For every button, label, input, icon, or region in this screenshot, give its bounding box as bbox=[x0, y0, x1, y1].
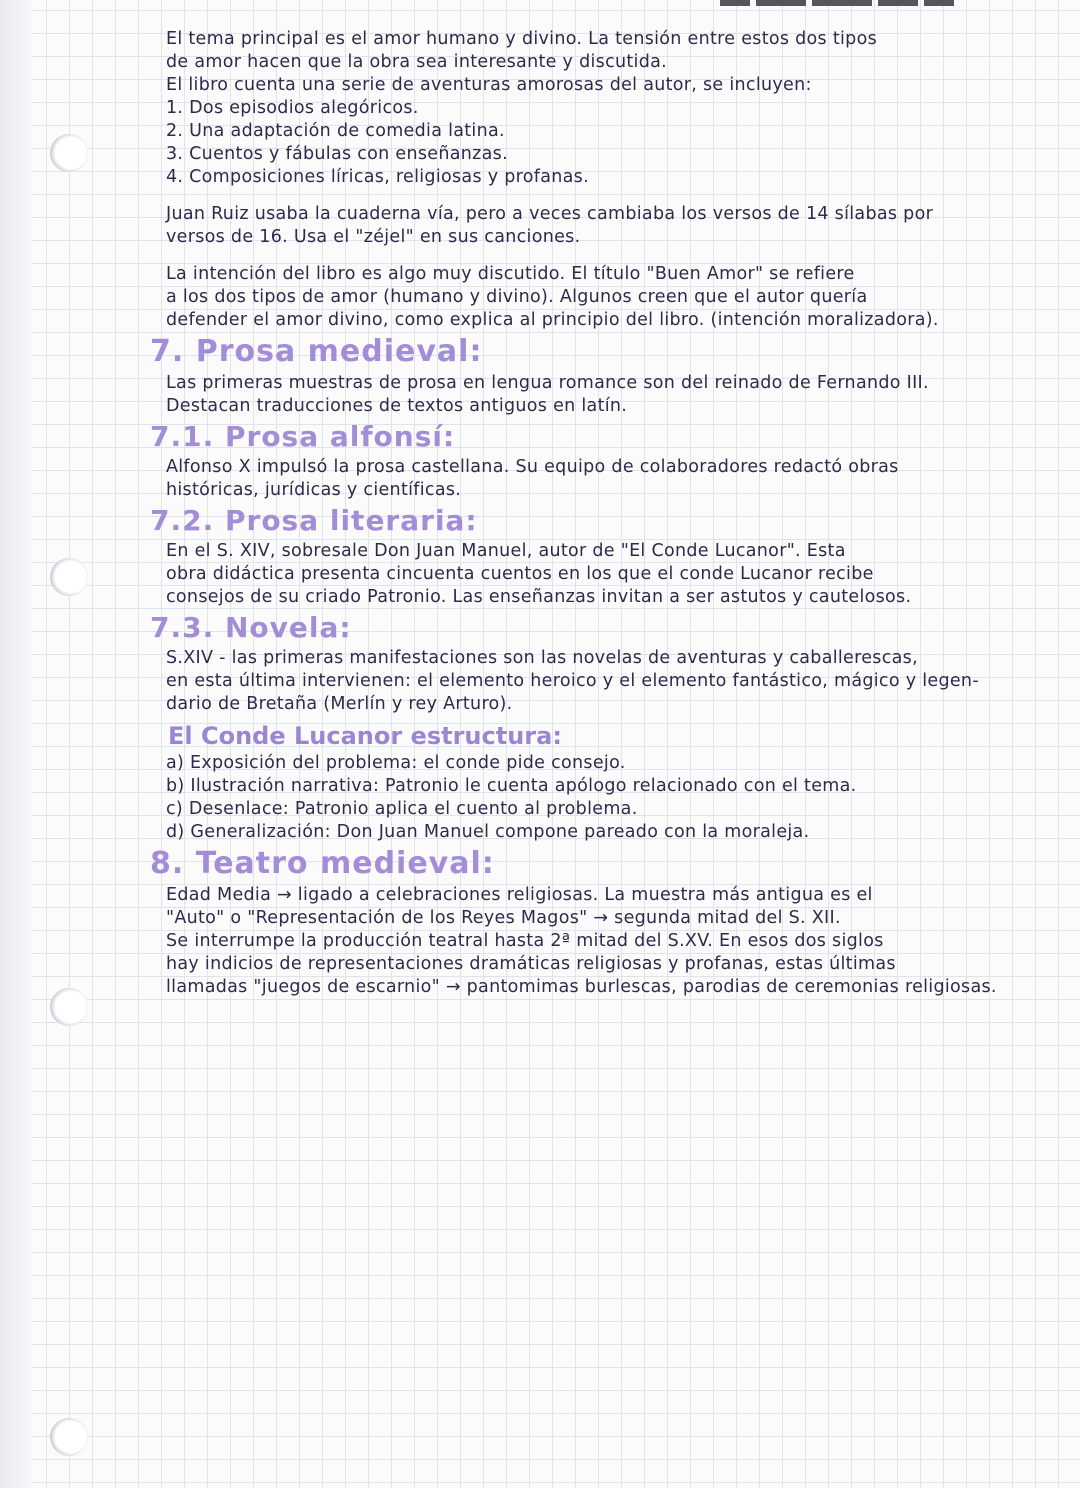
section-line: históricas, jurídicas y científicas. bbox=[166, 480, 462, 500]
section-line: en esta última intervienen: el elemento heroico y el elemento fantástico, mágico y legen- bbox=[166, 671, 979, 691]
intro-line: El tema principal es el amor humano y divino. La tensión entre estos dos tipos bbox=[166, 29, 877, 49]
section-line: Destacan traducciones de textos antiguos en latín. bbox=[166, 396, 628, 416]
section-line: Alfonso X impulsó la prosa castellana. Su equipo de colaboradores redactó obras bbox=[166, 457, 899, 477]
structure-item: c) Desenlace: Patronio aplica el cuento al problema. bbox=[166, 799, 638, 819]
section-7-2 bbox=[150, 502, 1065, 609]
section-line: Edad Media → ligado a celebraciones religiosas. La muestra más antigua es el bbox=[166, 885, 873, 905]
intro-list bbox=[150, 97, 1065, 189]
intro-line: La intención del libro es algo muy discutido. El título "Buen Amor" se refiere bbox=[166, 264, 855, 284]
top-edge-marks bbox=[720, 0, 980, 12]
list-item: 4. Composiciones líricas, religiosas y profanas. bbox=[166, 167, 589, 187]
binder-hole-2 bbox=[50, 558, 88, 596]
section-line: hay indicios de representaciones dramáticas religiosas y profanas, estas últimas bbox=[166, 954, 896, 974]
section-line: consejos de su criado Patronio. Las enseñanzas invitan a ser astutos y cautelosos. bbox=[166, 587, 912, 607]
section-7 bbox=[150, 332, 1065, 418]
paper-left-edge bbox=[0, 0, 32, 1488]
structure-item: b) Ilustración narrativa: Patronio le cuenta apólogo relacionado con el tema. bbox=[166, 776, 857, 796]
section-line: obra didáctica presenta cincuenta cuentos en los que el conde Lucanor recibe bbox=[166, 564, 874, 584]
section-line: S.XIV - las primeras manifestaciones son las novelas de aventuras y caballerescas, bbox=[166, 648, 918, 668]
section-title: 8. Teatro medieval: bbox=[150, 846, 495, 881]
binder-hole-1 bbox=[50, 134, 88, 172]
list-item: 2. Una adaptación de comedia latina. bbox=[166, 121, 505, 141]
intro-line: a los dos tipos de amor (humano y divino). Algunos creen que el autor quería bbox=[166, 287, 868, 307]
intro-line: de amor hacen que la obra sea interesante y discutida. bbox=[166, 52, 667, 72]
binder-hole-4 bbox=[50, 1418, 88, 1456]
section-title: 7.3. Novela: bbox=[150, 611, 352, 644]
list-item: 3. Cuentos y fábulas con enseñanzas. bbox=[166, 144, 508, 164]
section-line: "Auto" o "Representación de los Reyes Magos" → segunda mitad del S. XII. bbox=[166, 908, 841, 928]
intro-line: Juan Ruiz usaba la cuaderna vía, pero a veces cambiaba los versos de 14 sílabas por bbox=[166, 204, 934, 224]
section-7-1 bbox=[150, 418, 1065, 502]
section-7-3 bbox=[150, 609, 1065, 716]
intro-section bbox=[150, 28, 1065, 332]
structure-item: a) Exposición del problema: el conde pide consejo. bbox=[166, 753, 626, 773]
subsection-title: El Conde Lucanor estructura: bbox=[168, 722, 562, 750]
section-line: En el S. XIV, sobresale Don Juan Manuel, autor de "El Conde Lucanor". Esta bbox=[166, 541, 846, 561]
notebook-page bbox=[150, 28, 1065, 999]
intro-line: versos de 16. Usa el "zéjel" en sus canciones. bbox=[166, 227, 581, 247]
section-line: dario de Bretaña (Merlín y rey Arturo). bbox=[166, 694, 513, 714]
list-item: 1. Dos episodios alegóricos. bbox=[166, 98, 419, 118]
lucanor-structure bbox=[150, 720, 1065, 844]
section-line: llamadas "juegos de escarnio" → pantomimas burlescas, parodias de ceremonias religiosas. bbox=[166, 977, 997, 997]
section-8 bbox=[150, 844, 1065, 999]
intro-line: defender el amor divino, como explica al principio del libro. (intención moralizadora). bbox=[166, 310, 939, 330]
section-title: 7.2. Prosa literaria: bbox=[150, 504, 478, 537]
structure-item: d) Generalización: Don Juan Manuel compone pareado con la moraleja. bbox=[166, 822, 810, 842]
section-line: Las primeras muestras de prosa en lengua romance son del reinado de Fernando III. bbox=[166, 373, 929, 393]
binder-hole-3 bbox=[50, 988, 88, 1026]
intro-line: El libro cuenta una serie de aventuras amorosas del autor, se incluyen: bbox=[166, 75, 812, 95]
section-title: 7. Prosa medieval: bbox=[150, 334, 483, 369]
section-title: 7.1. Prosa alfonsí: bbox=[150, 420, 456, 453]
section-line: Se interrumpe la producción teatral hasta 2ª mitad del S.XV. En esos dos siglos bbox=[166, 931, 884, 951]
